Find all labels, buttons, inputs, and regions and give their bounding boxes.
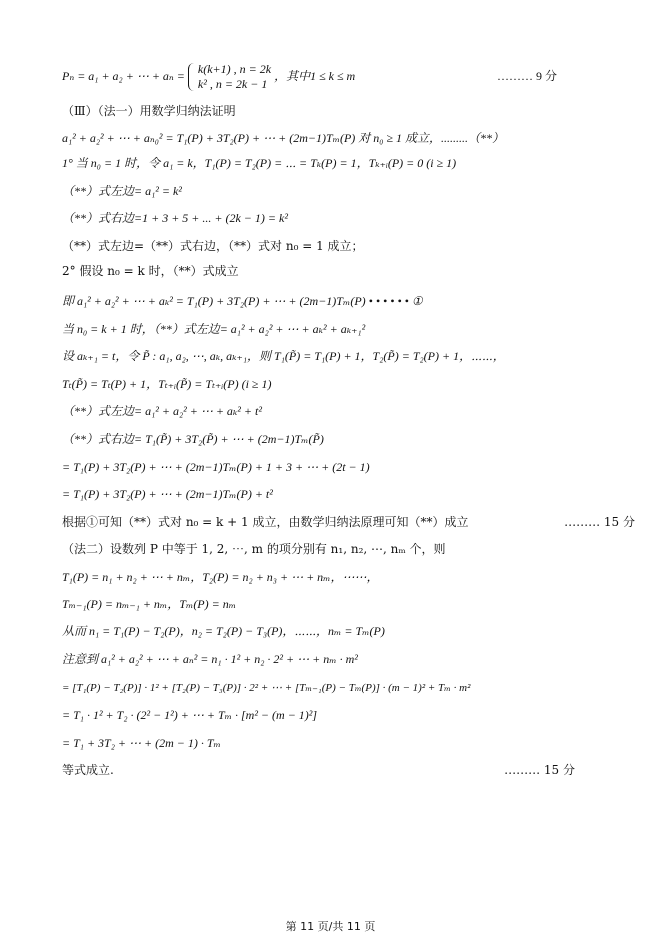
new-sequence-relations: Tₜ(P̃) = Tₜ(P) + 1，Tₜ₊ᵢ(P̃) = Tₜ₊ᵢ(P) (i ≥ 1) xyxy=(62,377,272,391)
method-two-heading: （法二）设数列 P 中等于 1, 2, ⋯, m 的项分别有 n₁, n₂, ⋯, nₘ 个，则 xyxy=(62,542,446,556)
new-sequence-definition: 设 aₖ₊₁ = t，令 P̃ : a₁, a₂, ⋯, aₖ, aₖ₊₁，则 T₁(P̃) = T₁(P) + 1，T₂(P̃) = T₂(P) + 1，⋯⋯， xyxy=(62,349,505,363)
inductive-lhs: （**）式左边= a₁² + a₂² + ⋯ + aₖ² + t² xyxy=(62,404,262,418)
pn-piecewise-line xyxy=(62,60,637,92)
score-note-15-b: ……… 15 分 xyxy=(504,763,575,777)
equality-conclusion: 等式成立. xyxy=(62,763,114,777)
score-note-15-a: ……… 15 分 xyxy=(564,515,635,529)
t-definitions-1: T₁(P) = n₁ + n₂ + ⋯ + nₘ，T₂(P) = n₂ + n₃ + ⋯ + nₘ，⋯⋯， xyxy=(62,570,379,584)
method-one-heading: （Ⅲ）（法一）用数学归纳法证明 xyxy=(62,104,236,118)
base-case-rhs: （**）式右边=1 + 3 + 5 + ... + (2k − 1) = k² xyxy=(62,211,288,225)
induction-conclusion-line xyxy=(62,514,637,530)
induction-conclusion: 根据①可知（**）式对 n₀ = k + 1 成立，由数学归纳法原理可知（**）成立 xyxy=(62,515,469,529)
claim-equation: a₁² + a₂² + ⋯ + aₙ₀² = T₁(P) + 3T₂(P) + ⋯ + (2m−1)Tₘ(P) 对 n₀ ≥ 1 成立，.........（**） xyxy=(62,131,505,145)
inductive-rhs: （**）式右边= T₁(P̃) + 3T₂(P̃) + ⋯ + (2m−1)Tₘ(P̃) xyxy=(62,432,324,446)
equality-conclusion-line xyxy=(62,762,637,778)
piecewise-case-even: k(k+1) , n = 2k xyxy=(197,62,272,77)
hypothesis-equation: 即 a₁² + a₂² + ⋯ + aₖ² = T₁(P) + 3T₂(P) + ⋯ + (2m−1)Tₘ(P) • • • • • • ① xyxy=(62,294,423,308)
base-case-lhs: （**）式左边= a₁² = k² xyxy=(62,184,182,198)
sum-expand-1: = [T₁(P) − T₂(P)] · 1² + [T₂(P) − T₃(P)] · 2² + ⋯ + [Tₘ₋₁(P) − Tₘ(P)] · (m − 1)² + Tₘ · m² xyxy=(62,682,471,694)
piecewise-brace xyxy=(188,62,271,92)
sum-expand-2: = T₁ · 1² + T₂ · (2² − 1²) + ⋯ + Tₘ · [m² − (m − 1)²] xyxy=(62,708,318,722)
base-case-conclusion: （**）式左边=（**）式右边，（**）式对 n₀ = 1 成立； xyxy=(62,239,364,253)
inductive-rhs-expand-1: = T₁(P) + 3T₂(P) + ⋯ + (2m−1)Tₘ(P) + 1 + 3 + ⋯ + (2t − 1) xyxy=(62,460,370,474)
t-definitions-2: Tₘ₋₁(P) = nₘ₋₁ + nₘ，Tₘ(P) = nₘ xyxy=(62,597,237,611)
page-footer: 第 11 页/共 11 页 xyxy=(285,920,376,933)
n-from-t: 从而 n₁ = T₁(P) − T₂(P)，n₂ = T₂(P) − T₃(P)，⋯⋯，nₘ = Tₘ(P) xyxy=(62,624,385,638)
sum-of-squares: 注意到 a₁² + a₂² + ⋯ + aₙ² = n₁ · 1² + n₂ · 2² + ⋯ + nₘ · m² xyxy=(62,652,358,666)
pn-lhs: Pₙ = a₁ + a₂ + ⋯ + aₙ = xyxy=(62,69,185,83)
inductive-rhs-expand-2: = T₁(P) + 3T₂(P) + ⋯ + (2m−1)Tₘ(P) + t² xyxy=(62,487,273,501)
piecewise-case-odd: k² , n = 2k − 1 xyxy=(197,77,268,92)
inductive-step-lhs-intro: 当 n₀ = k + 1 时，（**）式左边= a₁² + a₂² + ⋯ + aₖ² + aₖ₊₁² xyxy=(62,322,366,336)
sum-expand-3: = T₁ + 3T₂ + ⋯ + (2m − 1) · Tₘ xyxy=(62,736,221,750)
score-note-9: ……… 9 分 xyxy=(496,69,557,83)
pn-condition: ，其中1 ≤ k ≤ m xyxy=(274,69,356,83)
inductive-hypothesis: 2° 假设 n₀ = k 时，（**）式成立 xyxy=(62,264,239,278)
base-case-setup: 1° 当 n₀ = 1 时，令 a₁ = k，T₁(P) = T₂(P) = ⋯ = Tₖ(P) = 1，Tₖ₊ᵢ(P) = 0 (i ≥ 1) xyxy=(62,156,457,170)
